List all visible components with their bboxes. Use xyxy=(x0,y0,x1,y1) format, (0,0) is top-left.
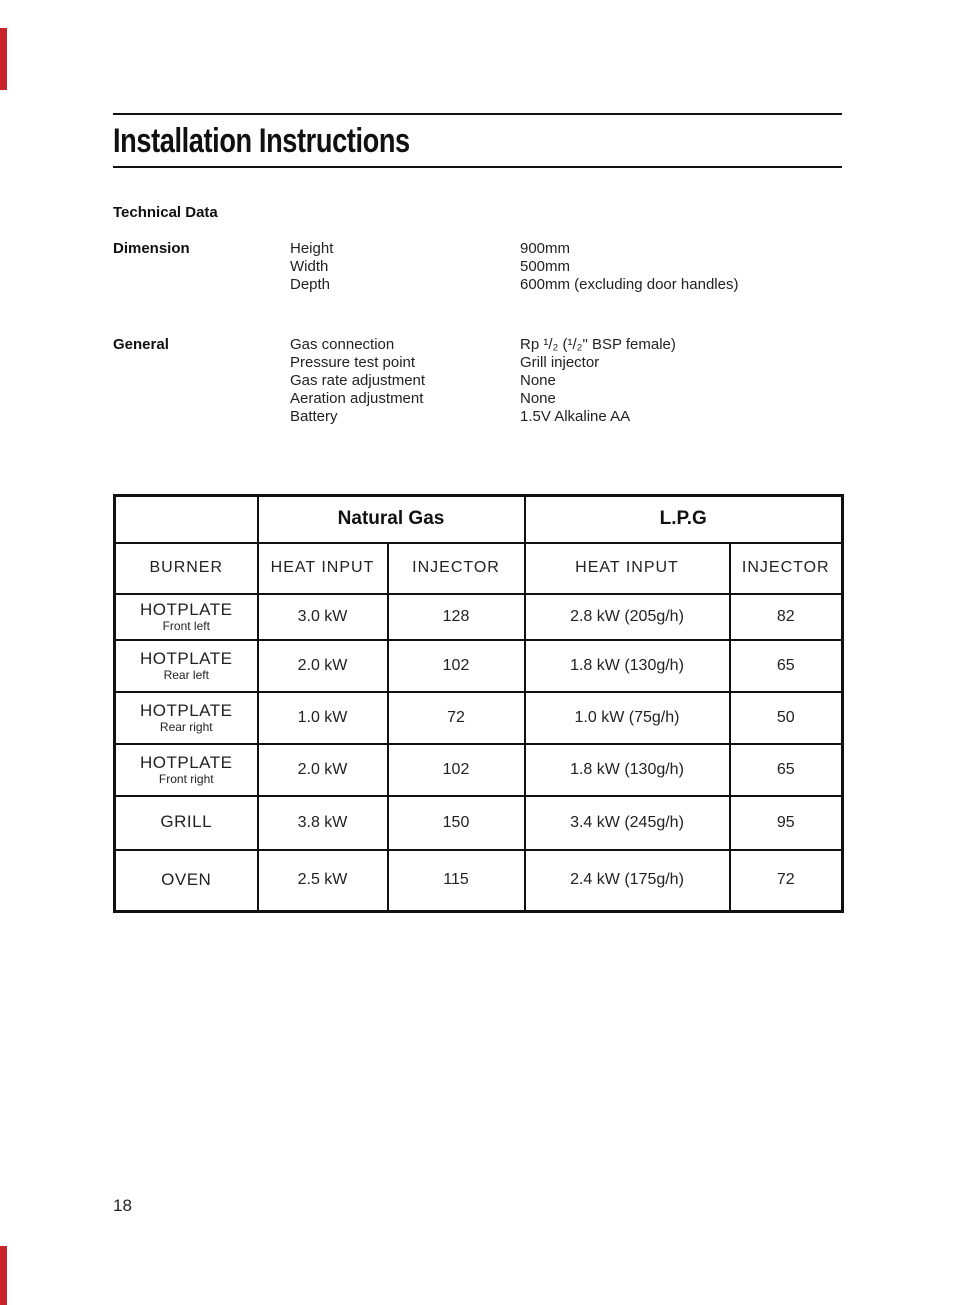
lpg-injector-cell: 72 xyxy=(730,850,843,912)
spec-value: None xyxy=(520,390,556,407)
table-row xyxy=(115,640,843,692)
red-edge-tab-top xyxy=(0,28,7,90)
lpg-injector-cell: 95 xyxy=(730,796,843,850)
ng-heat-cell: 2.0 kW xyxy=(258,744,388,796)
ng-heat-cell: 3.0 kW xyxy=(258,594,388,640)
spec-attr: Width xyxy=(290,258,329,275)
burner-cell xyxy=(115,640,258,692)
burner-cell xyxy=(115,744,258,796)
spec-row xyxy=(290,258,842,276)
spec-value: 1.5V Alkaline AA xyxy=(520,408,631,425)
lpg-heat-cell: 1.0 kW (75g/h) xyxy=(525,692,730,744)
ng-heat-cell: 2.5 kW xyxy=(258,850,388,912)
table-row xyxy=(115,796,843,850)
table-row xyxy=(115,850,843,912)
spec-row xyxy=(290,390,842,408)
ng-injector-cell: 72 xyxy=(388,692,525,744)
lpg-injector-cell: 82 xyxy=(730,594,843,640)
burner-position: Front left xyxy=(162,618,210,633)
spec-value: Rp ¹/₂ (¹/₂" BSP female) xyxy=(520,336,676,353)
page-number: 18 xyxy=(113,1196,132,1215)
burner-name: GRILL xyxy=(160,812,213,831)
title-block xyxy=(113,113,842,168)
spec-attr: Gas connection xyxy=(290,336,395,353)
spec-row xyxy=(290,336,842,354)
burner-name: HOTPLATE xyxy=(140,648,233,668)
table-row xyxy=(115,692,843,744)
ng-injector-cell: 150 xyxy=(388,796,525,850)
natural-gas-header: Natural Gas xyxy=(258,496,525,543)
spec-value: None xyxy=(520,372,556,389)
general-section xyxy=(113,336,842,426)
ng-heat-cell: 2.0 kW xyxy=(258,640,388,692)
lpg-injector-cell: 50 xyxy=(730,692,843,744)
spec-row xyxy=(290,372,842,390)
burner-position: Rear left xyxy=(163,667,209,682)
table-row xyxy=(115,594,843,640)
lpg-header: L.P.G xyxy=(525,496,843,543)
page-content xyxy=(113,0,842,913)
spec-value: Grill injector xyxy=(520,354,600,371)
spec-attr: Gas rate adjustment xyxy=(290,372,426,389)
burner-column-header: BURNER xyxy=(115,543,258,594)
lpg-injector-cell: 65 xyxy=(730,640,843,692)
page-title: Installation Instructions xyxy=(113,122,410,160)
lpg-injector-header: INJECTOR xyxy=(730,543,843,594)
burner-position: Rear right xyxy=(159,719,213,734)
burner-name: HOTPLATE xyxy=(140,752,233,772)
table-group-header-row xyxy=(115,496,843,543)
spec-attr: Height xyxy=(290,240,334,257)
table-corner-cell xyxy=(115,496,258,543)
burner-name: HOTPLATE xyxy=(140,700,233,720)
burner-spec-table xyxy=(113,494,844,913)
lpg-heat-cell: 1.8 kW (130g/h) xyxy=(525,640,730,692)
technical-data-heading: Technical Data xyxy=(113,204,218,221)
spec-row xyxy=(290,408,842,426)
dimension-section xyxy=(113,240,842,294)
ng-injector-cell: 128 xyxy=(388,594,525,640)
lpg-heat-cell: 1.8 kW (130g/h) xyxy=(525,744,730,796)
ng-injector-cell: 102 xyxy=(388,744,525,796)
spec-attr: Pressure test point xyxy=(290,354,416,371)
ng-injector-header: INJECTOR xyxy=(388,543,525,594)
burner-cell xyxy=(115,692,258,744)
ng-injector-cell: 115 xyxy=(388,850,525,912)
burner-cell xyxy=(115,850,258,912)
ng-heat-input-header: HEAT INPUT xyxy=(258,543,388,594)
lpg-heat-cell: 2.4 kW (175g/h) xyxy=(525,850,730,912)
spec-row xyxy=(290,240,842,258)
lpg-heat-cell: 3.4 kW (245g/h) xyxy=(525,796,730,850)
spec-row xyxy=(290,276,842,294)
red-edge-tab-bottom xyxy=(0,1246,7,1305)
general-lines xyxy=(290,336,842,426)
lpg-heat-input-header: HEAT INPUT xyxy=(525,543,730,594)
dimension-label: Dimension xyxy=(113,240,190,257)
spec-value: 500mm xyxy=(520,258,571,275)
burner-name: HOTPLATE xyxy=(140,599,233,619)
burner-position: Front right xyxy=(158,771,214,786)
lpg-injector-cell: 65 xyxy=(730,744,843,796)
burner-cell xyxy=(115,796,258,850)
dimension-lines xyxy=(290,240,842,294)
lpg-heat-cell: 2.8 kW (205g/h) xyxy=(525,594,730,640)
burner-cell xyxy=(115,594,258,640)
table-column-header-row xyxy=(115,543,843,594)
spec-attr: Aeration adjustment xyxy=(290,390,424,407)
ng-injector-cell: 102 xyxy=(388,640,525,692)
general-label: General xyxy=(113,336,169,353)
table-row xyxy=(115,744,843,796)
spec-row xyxy=(290,354,842,372)
spec-attr: Battery xyxy=(290,408,338,425)
ng-heat-cell: 3.8 kW xyxy=(258,796,388,850)
ng-heat-cell: 1.0 kW xyxy=(258,692,388,744)
spec-attr: Depth xyxy=(290,276,331,293)
burner-name: OVEN xyxy=(161,869,212,889)
spec-value: 900mm xyxy=(520,240,571,257)
spec-value: 600mm (excluding door handles) xyxy=(520,276,739,293)
